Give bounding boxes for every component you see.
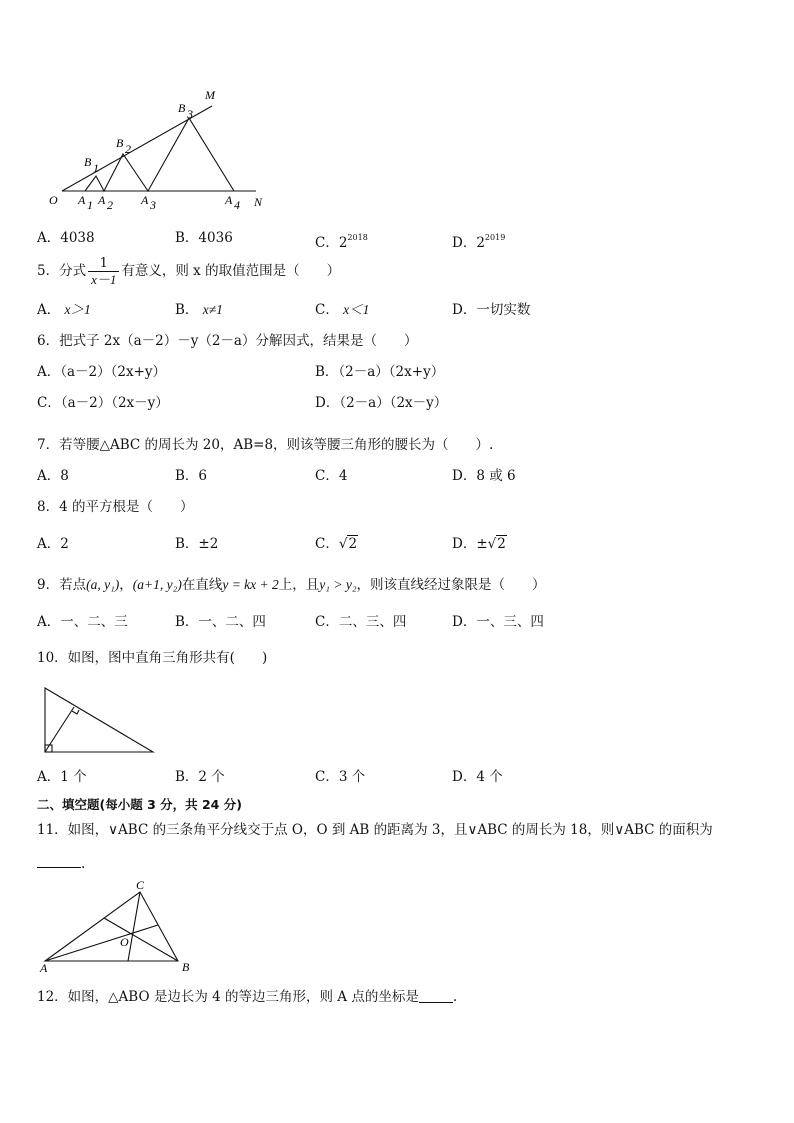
q4-option-a[interactable]: A．4038	[37, 230, 95, 246]
triangle-abc	[45, 892, 178, 961]
label-b1-sub: 1	[93, 161, 99, 175]
q11-answer-line: .	[37, 855, 85, 873]
q7-option-c[interactable]: C．4	[315, 468, 348, 484]
q8-option-d[interactable]: D．±√2	[452, 536, 506, 552]
label-b: B	[182, 960, 190, 974]
q4-option-c[interactable]: C．$2^{2018}$	[315, 233, 368, 251]
q9-option-d[interactable]: D．一、三、四	[452, 614, 544, 630]
q4-option-b[interactable]: B．4036	[175, 230, 233, 246]
section-title-fill-in: 二、填空题(每小题 3 分，共 24 分)	[37, 797, 242, 812]
q8-option-b[interactable]: B．±2	[175, 536, 219, 552]
q10-option-a[interactable]: A．1 个	[37, 769, 87, 785]
q8-option-a[interactable]: A．2	[37, 536, 69, 552]
q10-option-c[interactable]: C．3 个	[315, 769, 366, 785]
q6-option-c[interactable]: C．（a－2）（2x－y）	[37, 395, 169, 411]
q12-answer-blank[interactable]	[419, 990, 453, 1003]
label-b1: B	[84, 155, 92, 169]
sqrt-symbol: √2	[487, 536, 506, 552]
q7-option-d[interactable]: D．8 或 6	[452, 468, 516, 484]
label-a4: A	[225, 193, 233, 207]
q7-stem: 7．若等腰△ABC 的周长为 20，AB=8，则该等腰三角形的腰长为（ ）.	[37, 437, 494, 453]
q9-option-c[interactable]: C．二、三、四	[315, 614, 407, 630]
q6-stem: 6．把式子 2x（a－2）－y（2－a）分解因式，结果是（ ）	[37, 333, 418, 349]
q9-option-b[interactable]: B．一、二、四	[175, 614, 266, 630]
q6-option-b[interactable]: B．（2－a）（2x+y）	[315, 364, 445, 380]
label-a2: A	[98, 193, 106, 207]
bisector-from-a	[45, 925, 158, 961]
q5-option-d[interactable]: D．一切实数	[452, 302, 531, 318]
q4-option-d[interactable]: D．$2^{2019}$	[452, 233, 506, 251]
q7-option-a[interactable]: A．8	[37, 468, 69, 484]
q10-option-d[interactable]: D．4 个	[452, 769, 503, 785]
q6-option-a[interactable]: A．（a－2）（2x+y）	[37, 364, 167, 380]
q9-stem: 9．若点(a, y₁)，(a+1, y₂)在直线y = kx + 2上，且y₁ > y₂，则该直线经过象限是（ ）	[37, 577, 546, 593]
label-b2: B	[116, 136, 124, 150]
label-o: O	[120, 935, 129, 949]
label-a4-sub: 4	[234, 198, 240, 212]
sqrt-symbol: √2	[338, 536, 358, 552]
q5-fraction: $\frac{1}{x-1}$	[88, 256, 119, 287]
q6-option-d[interactable]: D．（2－a）（2x－y）	[315, 395, 448, 411]
label-a1: A	[78, 193, 86, 207]
q5-option-b[interactable]: B． x≠1	[175, 302, 223, 318]
label-a3: A	[141, 193, 149, 207]
q7-option-b[interactable]: B．6	[175, 468, 208, 484]
bisector-from-c	[128, 892, 140, 961]
label-a3-sub: 3	[150, 198, 156, 212]
q11-stem: 11．如图，∨ABC 的三条角平分线交于点 O，O 到 AB 的距离为 3，且∨ABC 的周长为 18，则∨ABC 的面积为	[37, 822, 713, 838]
label-c: C	[136, 878, 145, 892]
bisector-from-b	[104, 918, 178, 961]
label-n: N	[254, 195, 263, 209]
q5-stem: 5．分式 $\frac{1}{x-1}$ 有意义，则 x 的取值范围是（ ）	[37, 256, 341, 287]
label-o: O	[49, 193, 58, 207]
label-b2-sub: 2	[125, 142, 131, 156]
q5-option-c[interactable]: C． x＜1	[315, 302, 370, 318]
label-a: A	[40, 961, 48, 975]
q10-stem: 10．如图，图中直角三角形共有( )	[37, 650, 268, 666]
q8-option-c[interactable]: C．√2	[315, 536, 358, 552]
label-b3: B	[178, 101, 186, 115]
q12-stem: 12．如图，△ABO 是边长为 4 的等边三角形，则 A 点的坐标是 .	[37, 989, 458, 1005]
label-m: M	[205, 88, 215, 102]
label-a2-sub: 2	[107, 198, 113, 212]
q9-option-a[interactable]: A．一、二、三	[37, 614, 128, 630]
q8-stem: 8．4 的平方根是（ ）	[37, 499, 194, 515]
label-b3-sub: 3	[187, 107, 193, 121]
q5-option-a[interactable]: A． x＞1	[37, 302, 91, 318]
q10-option-b[interactable]: B．2 个	[175, 769, 225, 785]
label-a1-sub: 1	[87, 198, 93, 212]
